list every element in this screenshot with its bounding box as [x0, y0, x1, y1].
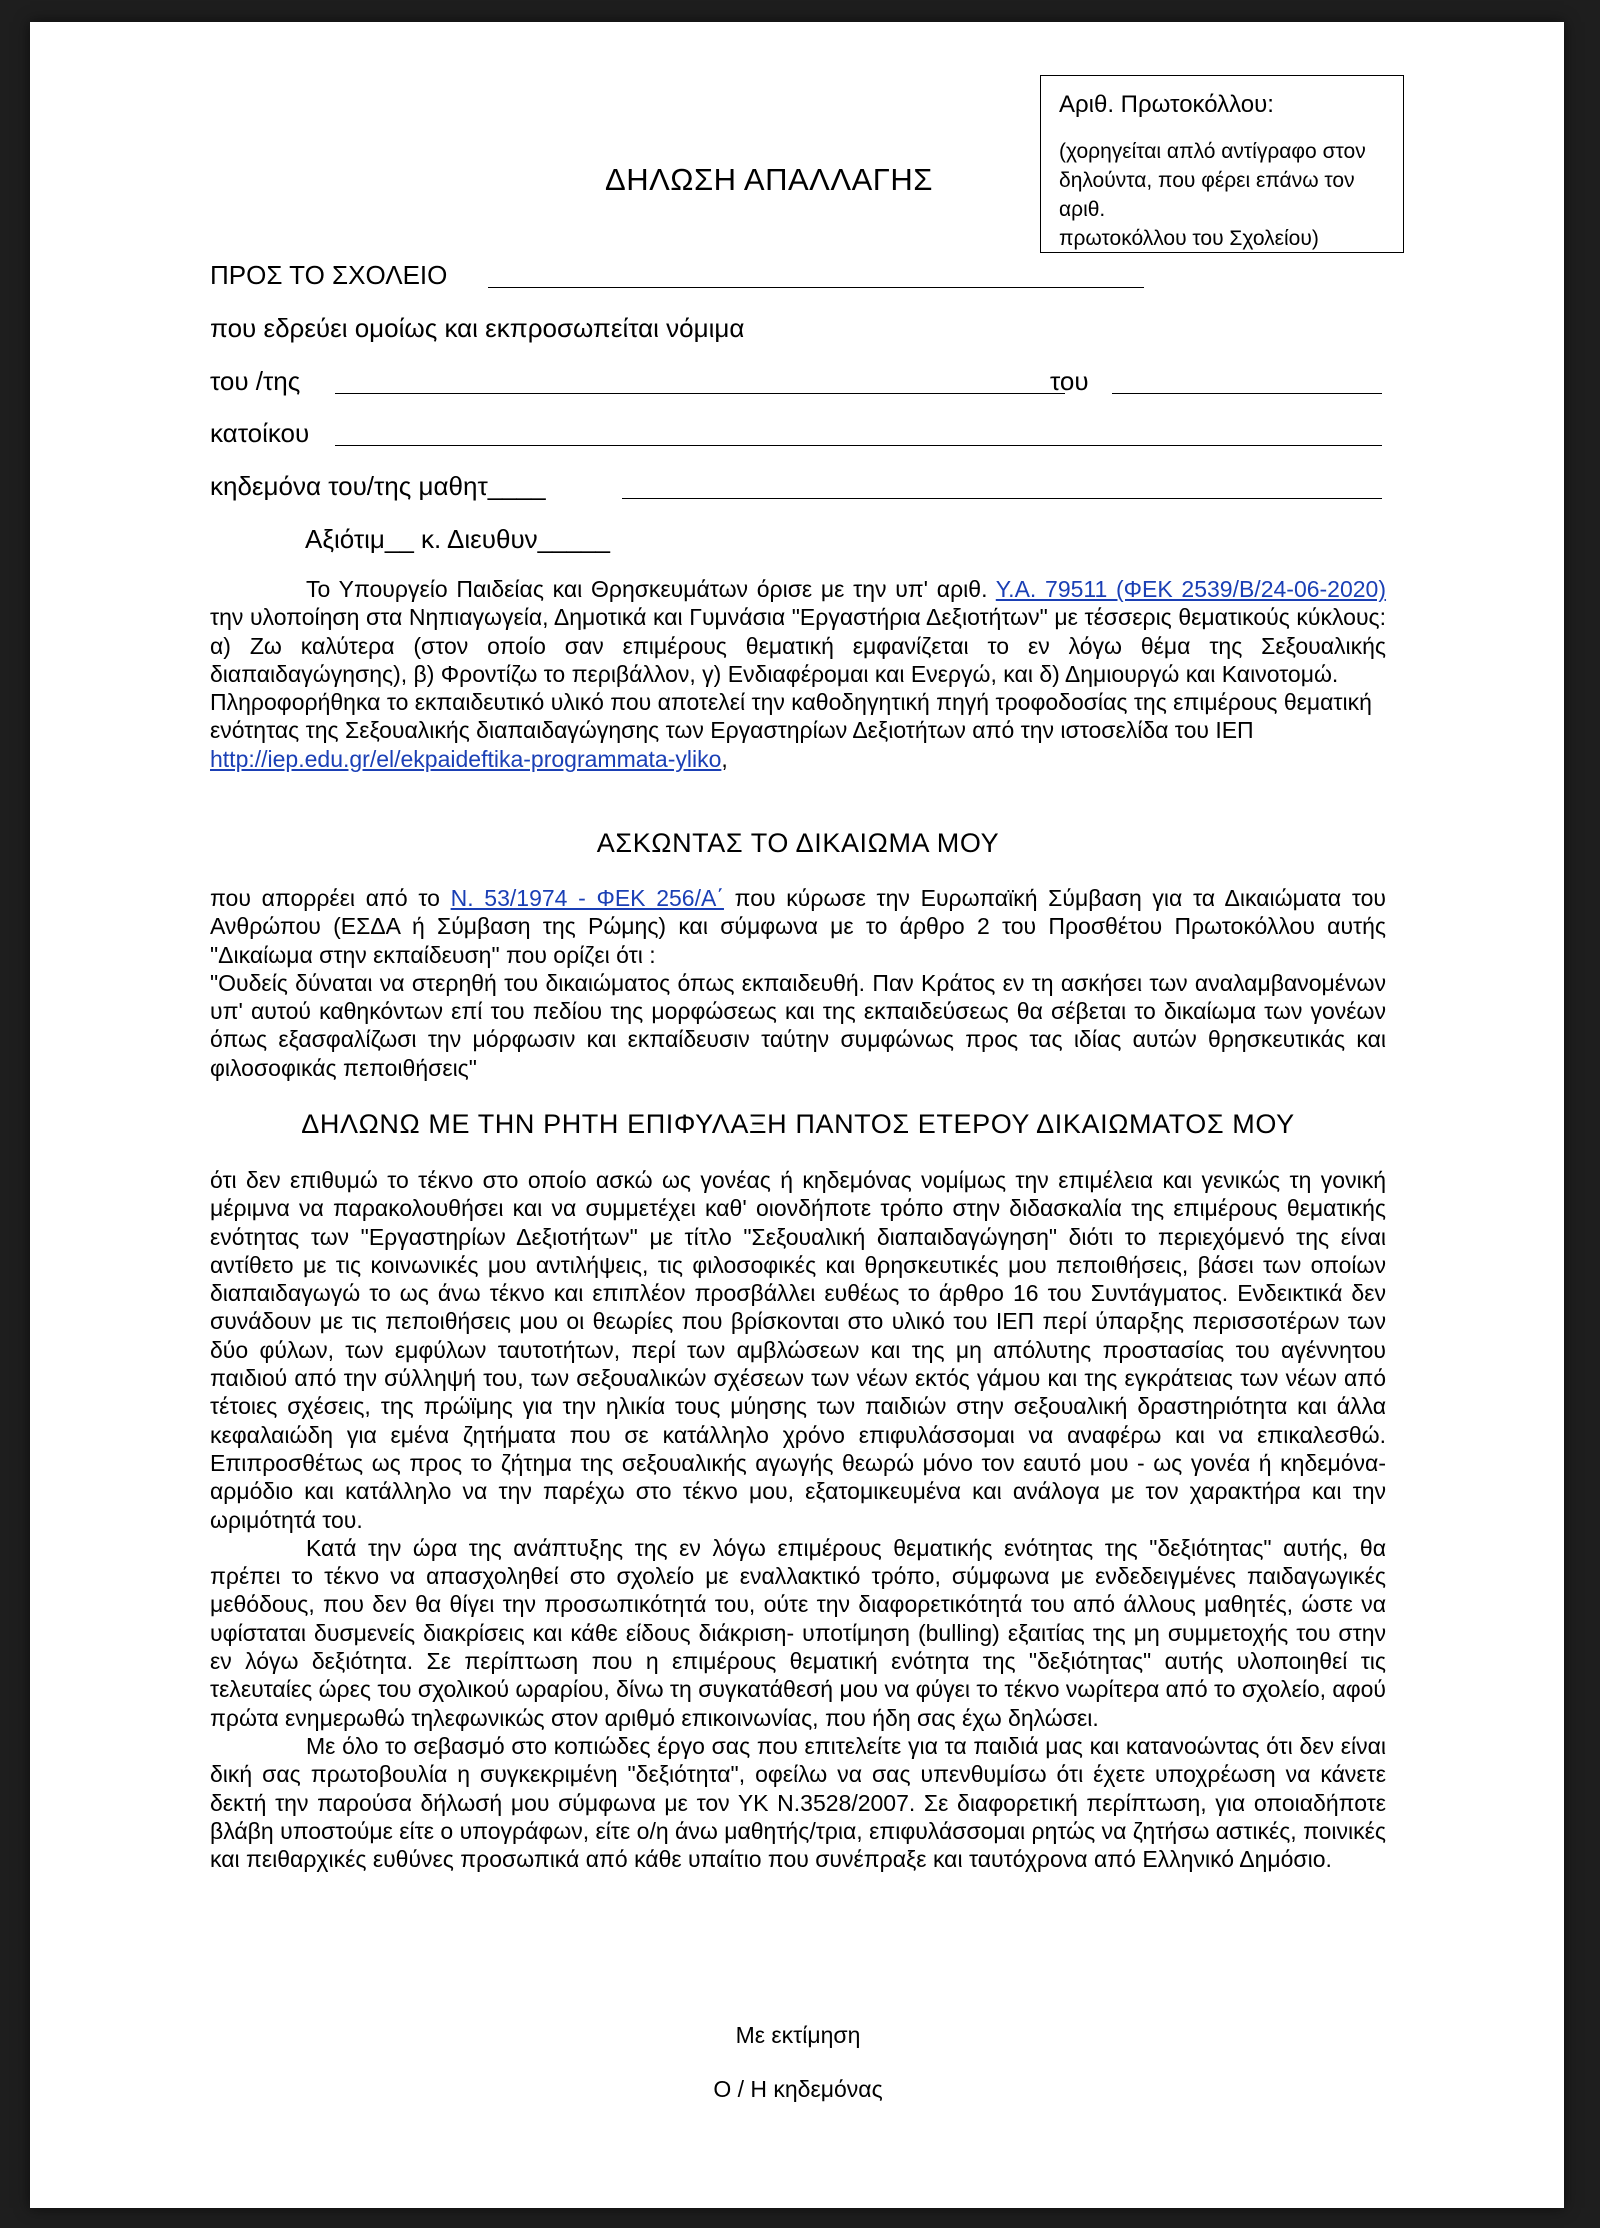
iep-website-link[interactable]: http://iep.edu.gr/el/ekpaideftika-programmata-yliko: [210, 745, 722, 772]
rights-paragraph: που απορρέει από το Ν. 53/1974 - ΦΕΚ 256/Α΄ που κύρωσε την Ευρωπαϊκή Σύμβαση για τα Δικαιώματα του Ανθρώπου (ΕΣΔΑ ή Σύμβαση της Ρώμης) και σύμφωνα με το άρθρο 2 του Προσθέτου Πρωτοκόλλου αυτής "Δικαίωμα στην εκπαίδευση" που ορίζει ότι :: [210, 885, 1386, 968]
seat-line: που εδρεύει ομοίως και εκπροσωπείται νόμιμα: [210, 313, 745, 343]
salutation: Αξιότιμ__ κ. Διευθυν_____: [305, 524, 610, 554]
protocol-note-line: (χορηγείται απλό αντίγραφο στον: [1059, 140, 1366, 163]
guardian-name-blank[interactable]: [335, 393, 1065, 394]
rights-section: [210, 884, 1386, 1082]
protocol-note-line: πρωτοκόλλου του Σχολείου): [1059, 227, 1319, 250]
rights-quote: "Ουδείς δύναται να στερηθή του δικαιώματος όπως εκπαιδευθή. Παν Κράτος εν τη ασκήσει των αναλαμβανομένων υπ' αυτού καθηκόντων επί του πεδίου της μορφώσεως και της εκπαιδεύσεως θα σέβεται το δικαίωμα των γονέων όπως εξασφαλίζωσι την μόρφωσιν και εκπαίδευσιν ταύτην συμφώνως προς τας ιδίας αυτών θρησκευτικάς και φιλοσοφικάς πεποιθήσεις": [210, 969, 1386, 1081]
document-page: [30, 22, 1564, 2208]
school-label: ΠΡΟΣ ΤΟ ΣΧΟΛΕΙΟ: [210, 260, 448, 290]
declaration-paragraph-3: Με όλο το σεβασμό στο κοπιώδες έργο σας που επιτελείτε για τα παιδιά μας και κατανοώντας ότι δεν είναι δική σας πρωτοβουλία η συγκεκριμένη "δεξιότητα", οφείλω να σας υπενθυμίσω ότι έχετε υποχρέωση να κάνετε δεκτή την παρούσα δήλωσή μου σύμφωνα με τον ΥΚ Ν.3528/2007. Σε διαφορετική περίπτωση, για οποιαδήποτε βλάβη υποστούμε είτε ο υπογράφων, είτε ο/η άνω μαθητής/τρια, επιφυλάσσομαι ρητώς να ζητήσω αστικές, ποινικές και πειθαρχικές ευθύνες προσωπικά από κάθε υπαίτιο που συνέπραξε και ταυτόχρονα από Ελληνικό Δημόσιο.: [210, 1732, 1386, 1873]
of-label: του /της: [210, 366, 301, 396]
declaration-paragraph-1: ότι δεν επιθυμώ το τέκνο στο οποίο ασκώ ως γονέας ή κηδεμόνας νομίμως την επιμέλεια και γενικώς τη γονική μέριμνα να παρακολουθήσει και να συμμετέχει καθ' οιονδήποτε τρόπο στην διδασκαλία της επιμέρους θεματικής ενότητας των "Εργαστηρίων Δεξιοτήτων" με τίτλο "Σεξουαλική διαπαιδαγώγηση" διότι το περιεχόμενό της είναι αντίθετο με τις κοινωνικές μου αντιλήψεις, τις φιλοσοφικές και θρησκευτικές μου πεποιθήσεις, βάσει των οποίων διαπαιδαγωγώ το ως άνω τέκνο και επιπλέον προσβάλλει ευθέως το άρθρο 16 του Συντάγματος. Ενδεικτικά δεν συνάδουν με τις πεποιθήσεις μου οι θεωρίες που βρίσκονται στο υλικό του ΙΕΠ περί ύπαρξης περισσοτέρων των δύο φύλων, των εμφύλων ταυτοτήτων, περί των αμβλώσεων και της μη απόλυτης προστασίας του αγέννητου παιδιού από την σύλληψή του, των σεξουαλικών σχέσεων των νέων εκτός γάμου και της εγκράτειας των νέων από τέτοιες σχέσεις, της πρώϊμης για την ηλικία τους μύησης των παιδιών στην σεξουαλική δραστηριότητα και άλλα κεφαλαιώδη για εμένα ζητήματα που σε κατάλληλο χρόνο επιφυλάσσομαι να αναφέρω και να επικαλεσθώ. Επιπροσθέτως ως προς το ζήτημα της σεξουαλικής αγωγής θεωρώ μόνο τον εαυτό μου - ως γονέα ή κηδεμόνα- αρμόδιο και κατάλληλο να την παρέχω στο τέκνο μου, εξατομικευμένα και ανάλογα με τον χαρακτήρα και την ωριμότητά του.: [210, 1167, 1386, 1533]
document-title: ΔΗΛΩΣΗ ΑΠΑΛΛΑΓΗΣ: [605, 162, 933, 197]
protocol-number-box: [1040, 75, 1404, 253]
signature-label: Ο / Η κηδεμόνας: [713, 2076, 883, 2102]
heading-exercising-right: ΑΣΚΩΝΤΑΣ ΤΟ ΔΙΚΑΙΩΜΑ ΜΟΥ: [596, 828, 1000, 858]
heading-declaration: ΔΗΛΩΝΩ ΜΕ ΤΗΝ ΡΗΤΗ ΕΠΙΦΥΛΑΞΗ ΠΑΝΤΟΣ ΕΤΕΡΟΥ ΔΙΚΑΙΩΜΑΤΟΣ ΜΟΥ: [301, 1109, 1295, 1139]
father-label: του: [1050, 366, 1089, 396]
address-blank[interactable]: [335, 445, 1382, 446]
student-name-blank[interactable]: [622, 498, 1382, 499]
closing-text: Με εκτίμηση: [735, 2022, 861, 2048]
declaration-paragraph-2: Κατά την ώρα της ανάπτυξης της εν λόγω επιμέρους θεματικής ενότητας της "δεξιότητας" αυτής, θα πρέπει το τέκνο να απασχοληθεί στο σχολείο με εναλλακτικό τρόπο, σύμφωνα με ενδεδειγμένες παιδαγωγικές μεθόδους, που δεν θα θίγει την προσωπικότητά του, ούτε την διαφορετικότητά του από άλλους μαθητές, ώστε να υφίσταται δυσμενείς διακρίσεις και κάθε είδους διάκριση- υποτίμηση (bulling) εξαιτίας της μη συμμετοχής του στην εν λόγω δεξιότητα. Σε περίπτωση που η επιμέρους θεματική ενότητα της "δεξιότητας" αυτής υλοποιηθεί τις τελευταίες ώρες του σχολικού ωραρίου, δίνω τη συγκατάθεσή μου να φύγει το τέκνο νωρίτερα από το σχολείο, αφού πρώτα ενημερωθώ τηλεφωνικώς στον αριθμό επικοινωνίας, που ήδη σας έχω δηλώσει.: [210, 1534, 1386, 1731]
intro-section: [210, 575, 1386, 773]
protocol-label: Αριθ. Πρωτοκόλλου:: [1059, 91, 1274, 118]
school-name-blank[interactable]: [488, 287, 1144, 288]
resident-label: κατοίκου: [210, 418, 310, 448]
father-name-blank[interactable]: [1112, 393, 1382, 394]
declaration-section: [210, 1166, 1386, 1873]
intro-paragraph-1: Το Υπουργείο Παιδείας και Θρησκευμάτων όρισε με την υπ' αριθ. Υ.Α. 79511 (ΦΕΚ 2539/Β/24-06-2020) την υλοποίηση στα Νηπιαγωγεία, Δημοτικά και Γυμνάσια "Εργαστήρια Δεξιοτήτων" με τέσσερις θεματικούς κύκλους: α) Ζω καλύτερα (στον οποίο σαν επιμέρους θεματική εμφανίζεται το εν λόγω θέμα της Σεξουαλικής διαπαιδαγώγησης), β) Φροντίζω το περιβάλλον, γ) Ενδιαφέρομαι και Ενεργώ, και δ) Δημιουργώ και Καινοτομώ.: [210, 576, 1387, 687]
decision-link[interactable]: Υ.Α. 79511 (ΦΕΚ 2539/Β/24-06-2020): [995, 576, 1387, 602]
guardian-label: κηδεμόνα του/της μαθητ____: [210, 471, 546, 501]
protocol-note-line: δηλούντα, που φέρει επάνω τον αριθ.: [1059, 169, 1355, 221]
intro-paragraph-2: Πληροφορήθηκα το εκπαιδευτικό υλικό που αποτελεί την καθοδηγητική πηγή τροφοδοσίας της επιμέρους θεματική ενότητας της Σεξουαλικής διαπαιδαγώγησης των Εργαστηρίων Δεξιοτήτων από την ιστοσελίδα του ΙΕΠ http://iep.edu.gr/el/ekpaideftika-programmata-yliko,: [210, 689, 1372, 772]
law-link[interactable]: Ν. 53/1974 - ΦΕΚ 256/Α΄: [450, 885, 724, 911]
